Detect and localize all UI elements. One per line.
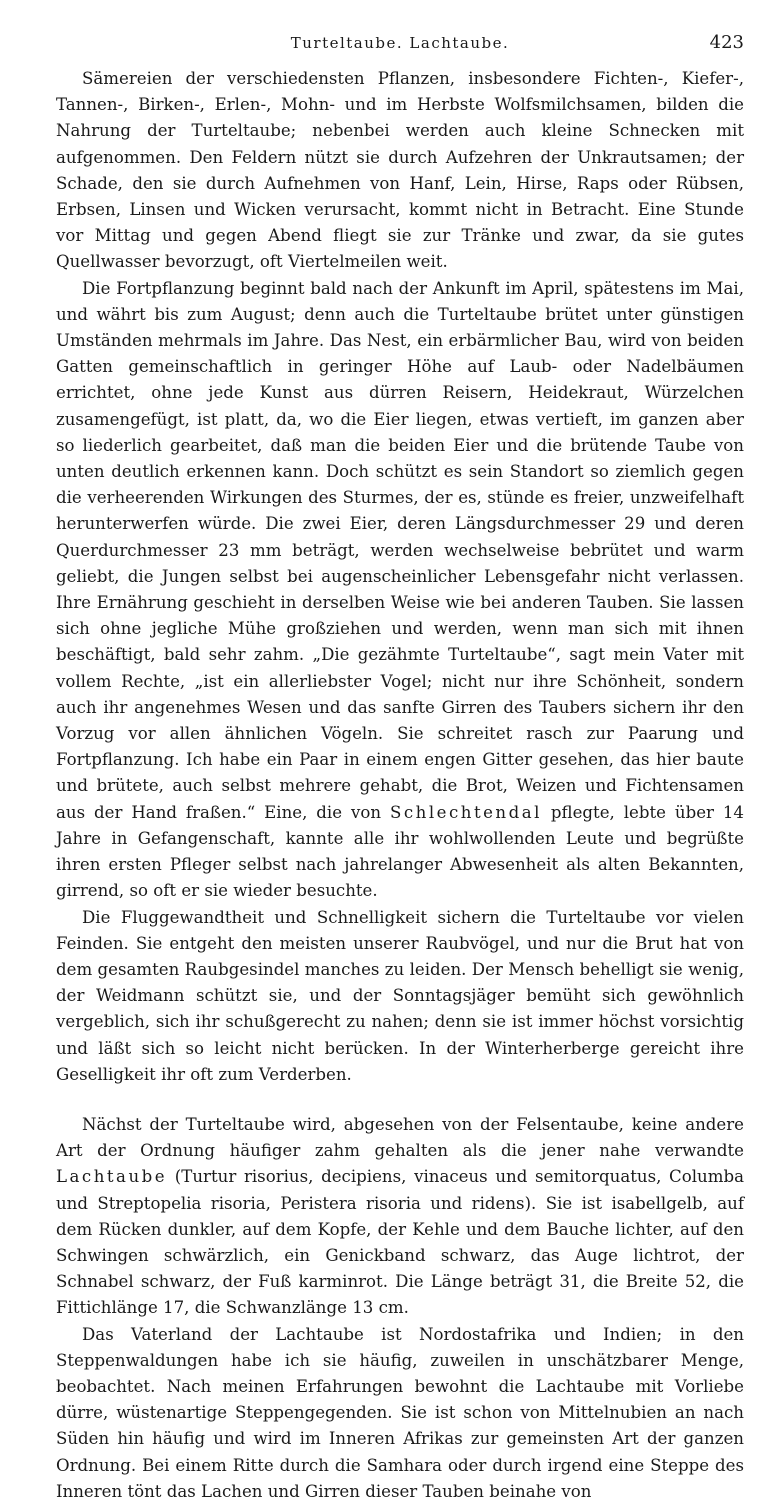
paragraph-homeland: Das Vaterland der Lachtaube ist Nordostafrika und Indien; in den Steppenwaldungen habe ich sie häufig, zuweilen in unschätzbarer Menge, beobachtet. Nach meinen Erfahrungen bewohnt die Lachtaube mit Vorliebe dürre, wüstenartige Steppengegenden. Sie ist schon von Mittelnubien an nach Süden hin häufig und wird im Inneren Afrikas zur gemeinsten Art der ganzen Ordnung. Bei einem Ritte durch die Samhara oder durch irgend eine Steppe des Inneren tönt das Lachen und Girren dieser Tauben beinahe von <box>56 1324 744 1501</box>
body-text <box>56 66 744 1505</box>
paragraph-lachtaube-description: (Turtur risorius, decipiens, vinaceus und semitorquatus, Columba und Streptopelia risoria, Peristera risoria und ridens). Sie ist isabellgelb, auf dem Rücken dunkler, auf dem Kopfe, der Kehle und dem Bauche lichter, auf den Schwingen schwärzlich, ein Genickband schwarz, das Auge lichtrot, der Schnabel schwarz, der Fuß karminrot. Die Länge beträgt 31, die Breite 52, die Fittichlänge 17, die Schwanzlänge 13 cm. <box>56 1167 744 1318</box>
paragraph-lachtaube-text: Nächst der Turteltaube wird, abgesehen von der Felsentaube, keine andere Art der Ordnung häufiger zahm gehalten als die jener nahe verwandte <box>56 1114 744 1161</box>
species-name: Lachtaube <box>56 1167 168 1187</box>
page-number: 423 <box>709 32 744 53</box>
paragraph-reproduction-end: pflegte, lebte über 14 Jahre in Gefangenschaft, kannte alle ihr wohlwollenden Leute und begrüßte ihren ersten Pfleger selbst nach jahrelanger Abwesenheit als alten Bekannten, girrend, so oft er sie wieder besuchte. <box>56 802 744 901</box>
section-gap <box>56 1088 744 1112</box>
paragraph-reproduction-text: Die Fortpflanzung beginnt bald nach der Ankunft im April, spätestens im Mai, und währt bis zum August; denn auch die Turteltaube brütet unter günstigen Umständen mehrmals im Jahre. Das Nest, ein erbärmlicher Bau, wird von beiden Gatten gemeinschaftlich in geringer Höhe auf Laub- oder Nadelbäumen errichtet, ohne jede Kunst aus dürren Reisern, Heidekraut, Würzelchen zusamengefügt, ist platt, da, wo die Eier liegen, etwas vertieft, im ganzen aber so liederlich gearbeitet, daß man die beiden Eier und die brütende Taube von unten deutlich erkennen kann. Doch schützt es sein Standort so ziemlich gegen die verheerenden Wirkungen des Sturmes, der es, stünde es freier, unzweifelhaft herunterwerfen würde. Die zwei Eier, deren Längsdurchmesser 29 und deren Querdurchmesser 23 mm beträgt, werden wechselweise bebrütet und warm geliebt, die Jungen selbst bei augenscheinlicher Lebensgefahr nicht verlassen. Ihre Ernährung geschieht in derselben Weise wie bei anderen Tauben. Sie lassen sich ohne jegliche Mühe großziehen und werden, wenn man sich mit ihnen beschäftigt, bald sehr zahm. „Die gezähmte Turteltaube“, sagt mein Vater mit vollem Rechte, „ist ein allerliebster Vogel; nicht nur ihre Schönheit, sondern auch ihr angenehmes Wesen und das sanfte Girren des Taubers sichern ihr den Vorzug vor allen ähnlichen Vögeln. Sie schreitet rasch zur Paarung und Fortpflanzung. Ich habe ein Paar in einem engen Gitter gesehen, das hier baute und brütete, auch selbst mehrere gehabt, die Brot, Weizen und Fichtensamen aus der Hand fraßen.“ Eine, die von <box>56 278 744 822</box>
paragraph-lachtaube-intro <box>56 1112 744 1322</box>
page-header <box>56 32 744 56</box>
paragraph-enemies: Die Fluggewandtheit und Schnelligkeit sichern die Turteltaube vor vielen Feinden. Sie entgeht den meisten unserer Raubvögel, und nur die Brut hat von dem gesamten Raubgesindel manches zu leiden. Der Mensch behelligt sie wenig, der Weidmann schützt sie, und der Sonntagsjäger bemüht sich gewöhnlich vergeblich, sich ihr schußgerecht zu nahen; denn sie ist immer höchst vorsichtig und läßt sich so leicht nicht berücken. In der Winterherberge gereicht ihre Geselligkeit ihr oft zum Verderben. <box>56 907 744 1084</box>
paragraph-reproduction <box>56 276 744 905</box>
paragraph-food: Sämereien der verschiedensten Pflanzen, insbesondere Fichten-, Kiefer-, Tannen-, Birken-, Erlen-, Mohn- und im Herbste Wolfsmilchsamen, bilden die Nahrung der Turteltaube; nebenbei werden auch kleine Schnecken mit aufgenommen. Den Feldern nützt sie durch Aufzehren der Unkrautsamen; der Schade, den sie durch Aufnehmen von Hanf, Lein, Hirse, Raps oder Rübsen, Erbsen, Linsen und Wicken verursacht, kommt nicht in Betracht. Eine Stunde vor Mittag und gegen Abend fliegt sie zur Tränke und zwar, da sie gutes Quellwasser bevorzugt, oft Viertelmeilen weit. <box>56 69 744 272</box>
running-head: Turteltaube. Lachtaube. <box>290 34 510 52</box>
person-name: Schlechtendal <box>389 802 542 822</box>
